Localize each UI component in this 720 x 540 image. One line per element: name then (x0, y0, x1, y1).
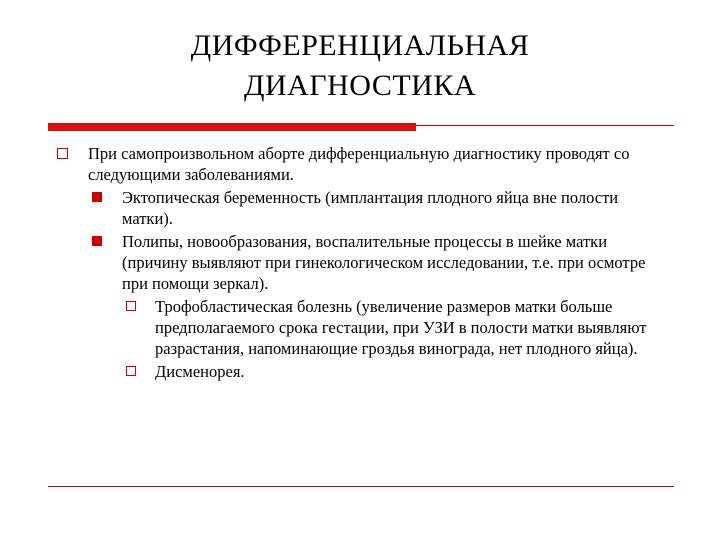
slide-title (90, 26, 630, 106)
title-line-1: ДИФФЕРЕНЦИАЛЬНАЯ (190, 29, 530, 62)
list-item (88, 143, 658, 185)
list-item (122, 231, 662, 294)
open-square-bullet-icon (126, 366, 136, 376)
list-item-text: Полипы, новообразования, воспалительные процессы в шейке матки (причину выявляют при гинекологическом исследовании, т.е. при осмотре при помощи зеркал). (122, 232, 646, 293)
list-item-text: Дисменорея. (155, 362, 245, 381)
list-item (155, 296, 655, 359)
list-item-text: Трофобластическая болезнь (увеличение размеров матки больше предполагаемого срока гестации, при УЗИ в полости матки выявляют разрастания, напоминающие гроздья винограда, нет плодного яйца). (155, 297, 647, 358)
filled-square-bullet-icon (92, 192, 102, 202)
open-square-bullet-icon (126, 301, 136, 311)
open-square-bullet-icon (57, 148, 68, 159)
list-item (155, 361, 655, 382)
title-line-2: ДИАГНОСТИКА (243, 69, 476, 102)
list-item-text: Эктопическая беременность (имплантация плодного яйца вне полости матки). (122, 188, 619, 228)
footer-divider (48, 486, 674, 487)
list-item (122, 187, 662, 229)
header-divider-accent-bar (48, 123, 416, 131)
filled-square-bullet-icon (92, 236, 102, 246)
bullet-list (0, 143, 720, 382)
list-item-text: При самопроизвольном аборте дифференциальную диагностику проводят со следующими заболеваниями. (88, 144, 630, 184)
